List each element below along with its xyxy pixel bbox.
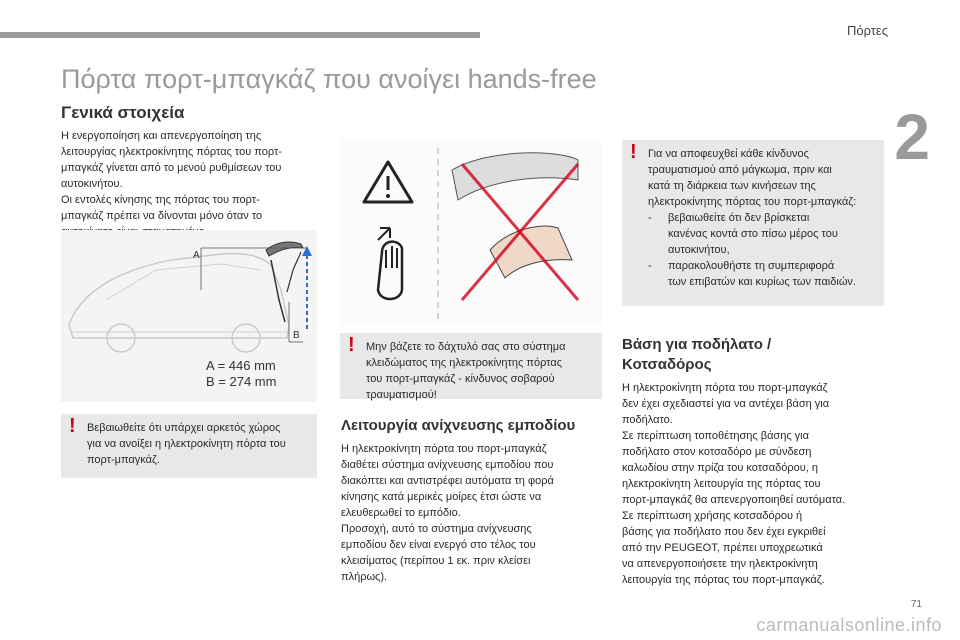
- label-b: B: [293, 330, 300, 341]
- warning-icon: !: [348, 334, 355, 356]
- warning-finger: ! Μην βάζετε το δάχτυλό σας στο σύστημα κλειδώματος της ηλεκτροκίνητης πόρτας του πορτ-μπαγκάζ - κίνδυνος σοβαρού τραυματισμού!: [340, 333, 602, 399]
- car-side-illustration: [61, 230, 317, 402]
- dimension-a: A = 446 mm: [206, 358, 276, 373]
- warning-icon: !: [630, 141, 637, 163]
- hand-icon: [378, 242, 402, 299]
- bike-heading: Βάση για ποδήλατο / Κοτσαδόρος: [622, 336, 772, 373]
- warning-space: ! Βεβαιωθείτε ότι υπάρχει αρκετός χώρος για να ανοίξει η ηλεκτροκίνητη πόρτα του πορτ-μπαγκάζ.: [61, 414, 317, 478]
- watermark: carmanualsonline.info: [756, 615, 942, 635]
- bike-paragraph: Η ηλεκτροκίνητη πόρτα του πορτ-μπαγκάζ δεν έχει σχεδιαστεί για να αντέχει βάση για ποδήλατο. Σε περίπτωση τοποθέτησης βάσης για ποδήλατο στον κοτσαδόρο με σύνδεση καλωδίου στην πρίζα του κοτσαδόρου, η ηλεκτροκίνητη λειτουργία της πόρτας του πορτ-μπαγκάζ θα απενεργοποιηθεί αυτόματα. Σε περίπτωση χρήσης κοτσαδόρου ή βάσης για ποδήλατο που δεν έχει εγκριθεί από την PEUGEOT, πρέπει υποχρεωτικά να απενεργοποιήσετε την ηλεκτροκίνητη λειτουργία της πόρτας του πορτ-μπαγκάζ.: [622, 382, 846, 586]
- finger-pinch-illustration: [340, 140, 602, 326]
- warning-injury: ! Για να αποφευχθεί κάθε κίνδυνος τραυματισμού από μάγκωμα, πριν και κατά τη διάρκεια των κινήσεων της ηλεκτροκίνητης πόρτας του πορτ-μπαγκάζ: - βεβαιωθείτε ότι δεν βρίσκεται κανένας κοντά στο πίσω μέρος του αυτοκινήτου, - παρακολουθήστε τη συμπεριφορά των επιβατών και κυρίως των παιδιών.: [622, 140, 884, 306]
- obstacle-paragraph: Η ηλεκτροκίνητη πόρτα του πορτ-μπαγκάζ διαθέτει σύστημα ανίχνευσης εμποδίου που διακόπτει και αντιστρέφει αυτόματα τη φορά κίνησης κατά μερικές μοίρες έτσι ώστε να ελευθερωθεί το εμπόδιο. Προσοχή, αυτό το σύστημα ανίχνευσης εμποδίου δεν είναι ενεργό στο τέλος του κλεισίματος (περίπου 1 εκ. πριν κλείσει πλήρως).: [341, 443, 554, 583]
- list-item: - παρακολουθήστε τη συμπεριφορά των επιβατών και κυρίως των παιδιών.: [648, 260, 856, 288]
- section-name: Πόρτες: [846, 23, 888, 38]
- general-paragraph: Η ενεργοποίηση και απενεργοποίηση της λειτουργίας ηλεκτροκίνητης πόρτας του πορτ- μπαγκάζ γίνεται από το μενού ρυθμίσεων του αυτοκινήτου. Οι εντολές κίνησης της πόρτας του πορτ- μπαγκάζ πρέπει να δίνονται μόνο όταν το: [61, 130, 282, 222]
- finger-warning-figure: [340, 140, 602, 326]
- dimension-b: B = 274 mm: [206, 374, 277, 389]
- page-number: 71: [910, 599, 922, 610]
- chapter-number: 2: [894, 101, 930, 173]
- warning-icon: !: [69, 415, 76, 437]
- general-heading: Γενικά στοιχεία: [61, 103, 185, 122]
- obstacle-heading: Λειτουργία ανίχνευσης εμποδίου: [341, 417, 576, 434]
- list-item: - βεβαιωθείτε ότι δεν βρίσκεται κανένας κοντά στο πίσω μέρος του αυτοκινήτου,: [648, 212, 838, 256]
- header-rule: [0, 32, 480, 38]
- tailgate-dimension-figure: [61, 230, 317, 402]
- label-a: A: [193, 250, 200, 261]
- arrow-icon: [378, 228, 390, 240]
- page-title: Πόρτα πορτ-μπαγκάζ που ανοίγει hands-free: [61, 64, 597, 94]
